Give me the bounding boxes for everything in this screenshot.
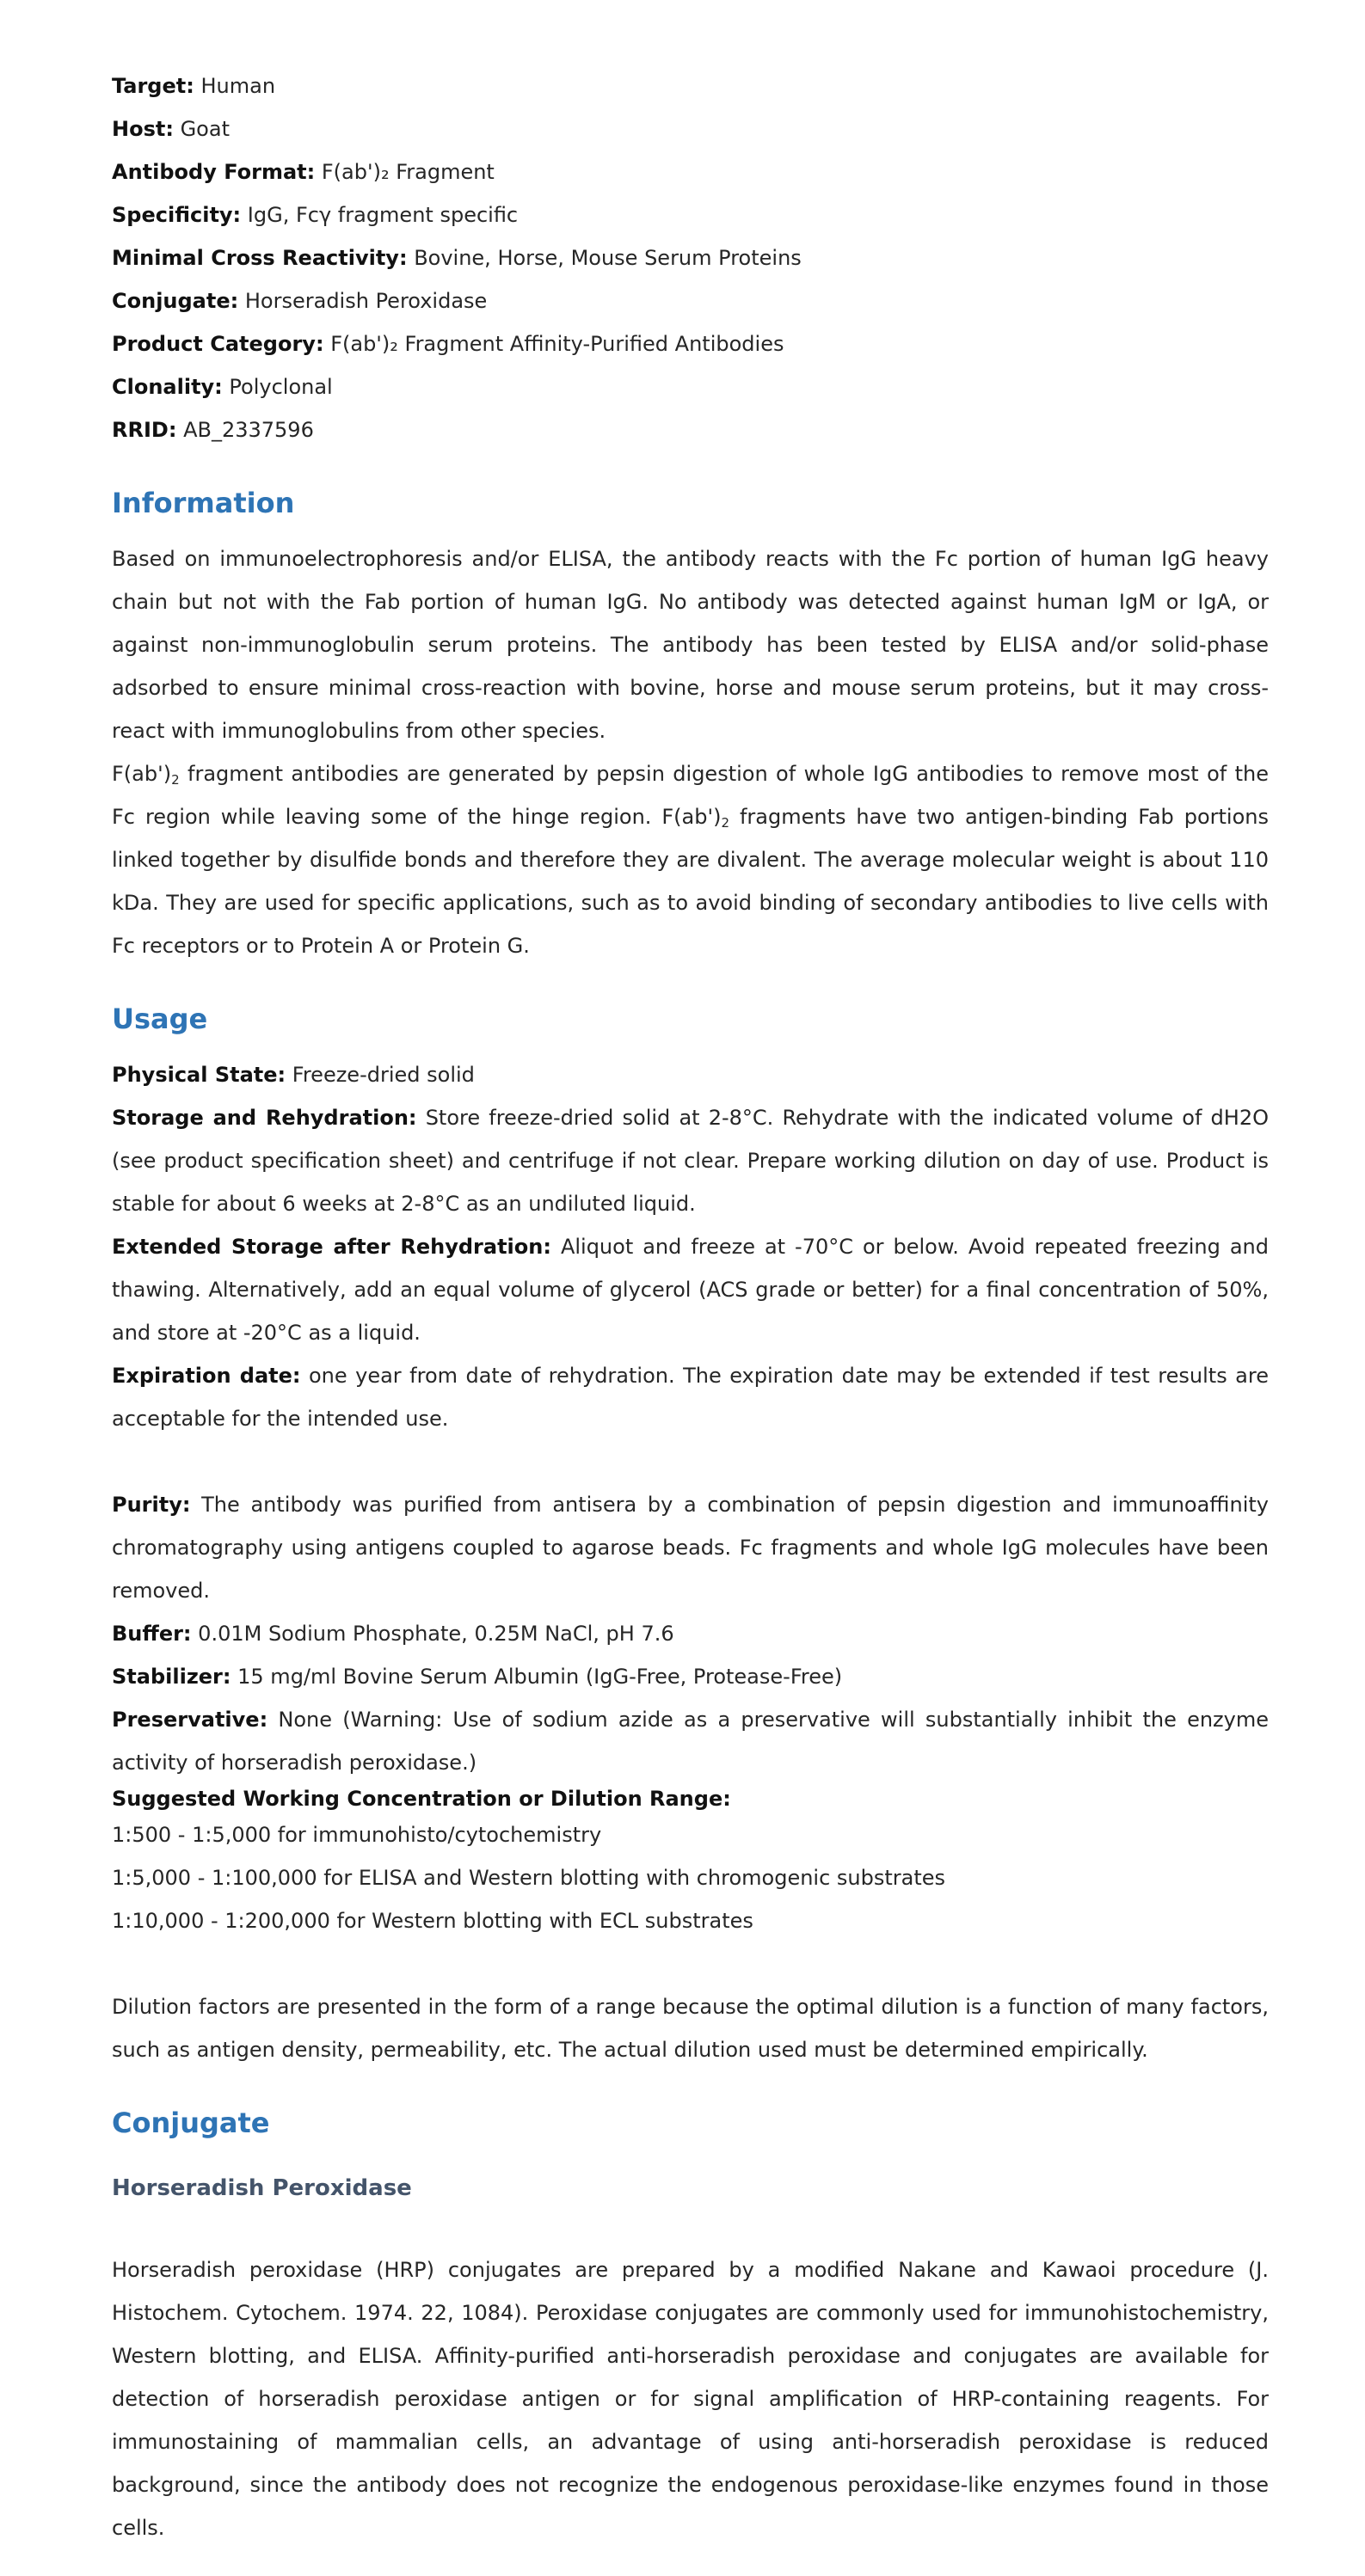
- document-content: [112, 64, 1269, 2549]
- usage-physical-state: Physical State: Freeze-dried solid: [112, 1063, 475, 1087]
- spec-host: Host: Goat: [112, 117, 230, 141]
- information-paragraph-2: $F(ab')_2$ fragment antibodies are generated by pepsin digestion of whole IgG antibodies to remove most of the Fc region while leaving some of the hinge region. $F(ab')_2$ fragments have two antigen-binding Fab portions linked together by disulfide bonds and therefore they are divalent. The average molecular weight is about 110 kDa. They are used for specific applications, such as to avoid binding of secondary antibodies to live cells with Fc receptors or to Protein A or Protein G.: [112, 762, 1269, 958]
- spec-cross-reactivity: Minimal Cross Reactivity: Bovine, Horse, Mouse Serum Proteins: [112, 246, 802, 270]
- usage-stabilizer: Stabilizer: 15 mg/ml Bovine Serum Albumin (IgG-Free, Protease-Free): [112, 1665, 843, 1689]
- spec-list: [112, 64, 1269, 451]
- information-paragraph-1: Based on immunoelectrophoresis and/or ELISA, the antibody reacts with the Fc portion of human IgG heavy chain but not with the Fab portion of human IgG. No antibody was detected against human IgM or IgA, or against non-immunoglobulin serum proteins. The antibody has been tested by ELISA and/or solid-phase adsorbed to ensure minimal cross-reaction with bovine, horse and mouse serum proteins, but it may cross-react with immunoglobulins from other species.: [112, 547, 1269, 743]
- conjugate-description: Horseradish peroxidase (HRP) conjugates are prepared by a modified Nakane and Kawaoi procedure (J. Histochem. Cytochem. 1974. 22, 1084). Peroxidase conjugates are commonly used for immunohistochemistry, Western blotting, and ELISA. Affinity-purified anti-horseradish peroxidase and conjugates are available for detection of horseradish peroxidase antigen or for signal amplification of HRP-containing reagents. For immunostaining of mammalian cells, an advantage of using anti-horseradish peroxidase is reduced background, since the antibody does not recognize the endogenous peroxidase-like enzymes found in those cells.: [112, 2258, 1269, 2540]
- dilution-range-item: 1:10,000 - 1:200,000 for Western blotting with ECL substrates: [112, 1909, 753, 1933]
- spec-rrid: RRID: AB_2337596: [112, 418, 314, 442]
- dilution-range-item: 1:5,000 - 1:100,000 for ELISA and Western blotting with chromogenic substrates: [112, 1866, 946, 1890]
- usage-preservative: Preservative: None (Warning: Use of sodium azide as a preservative will substantially inhibit the enzyme activity of horseradish peroxidase.): [112, 1708, 1269, 1775]
- usage-storage: Storage and Rehydration: Store freeze-dried solid at 2-8°C. Rehydrate with the indicated volume of dH2O (see product specification sheet) and centrifuge if not clear. Prepare working dilution on day of use. Product is stable for about 6 weeks at 2-8°C as an undiluted liquid.: [112, 1106, 1269, 1216]
- dilution-heading: Suggested Working Concentration or Dilution Range:: [112, 1787, 731, 1811]
- usage-extended-storage: Extended Storage after Rehydration: Aliquot and freeze at -70°C or below. Avoid repeated freezing and thawing. Alternatively, add an equal volume of glycerol (ACS grade or better) for a final concentration of 50%, and store at -20°C as a liquid.: [112, 1235, 1269, 1345]
- information-heading: Information: [112, 487, 295, 519]
- usage-buffer: Buffer: 0.01M Sodium Phosphate, 0.25M NaCl, pH 7.6: [112, 1622, 674, 1646]
- spec-conjugate: Conjugate: Horseradish Peroxidase: [112, 289, 488, 313]
- spec-target: Target: Human: [112, 74, 276, 98]
- conjugate-subheading: Horseradish Peroxidase: [112, 2175, 412, 2201]
- usage-heading: Usage: [112, 1003, 208, 1035]
- spec-category: Product Category: F(ab')₂ Fragment Affinity-Purified Antibodies: [112, 332, 784, 356]
- usage-expiration: Expiration date: one year from date of rehydration. The expiration date may be extended if test results are acceptable for the intended use.: [112, 1364, 1269, 1431]
- conjugate-heading: Conjugate: [112, 2107, 270, 2139]
- spec-clonality: Clonality: Polyclonal: [112, 375, 333, 399]
- spec-specificity: Specificity: IgG, Fcγ fragment specific: [112, 203, 519, 227]
- dilution-note: Dilution factors are presented in the form of a range because the optimal dilution is a function of many factors, such as antigen density, permeability, etc. The actual dilution used must be determined empirically.: [112, 1995, 1269, 2062]
- spec-format: Antibody Format: F(ab')₂ Fragment: [112, 160, 495, 184]
- usage-purity: Purity: The antibody was purified from antisera by a combination of pepsin digestion and immunoaffinity chromatography using antigens coupled to agarose beads. Fc fragments and whole IgG molecules have been removed.: [112, 1493, 1269, 1603]
- dilution-range-item: 1:500 - 1:5,000 for immunohisto/cytochemistry: [112, 1823, 602, 1847]
